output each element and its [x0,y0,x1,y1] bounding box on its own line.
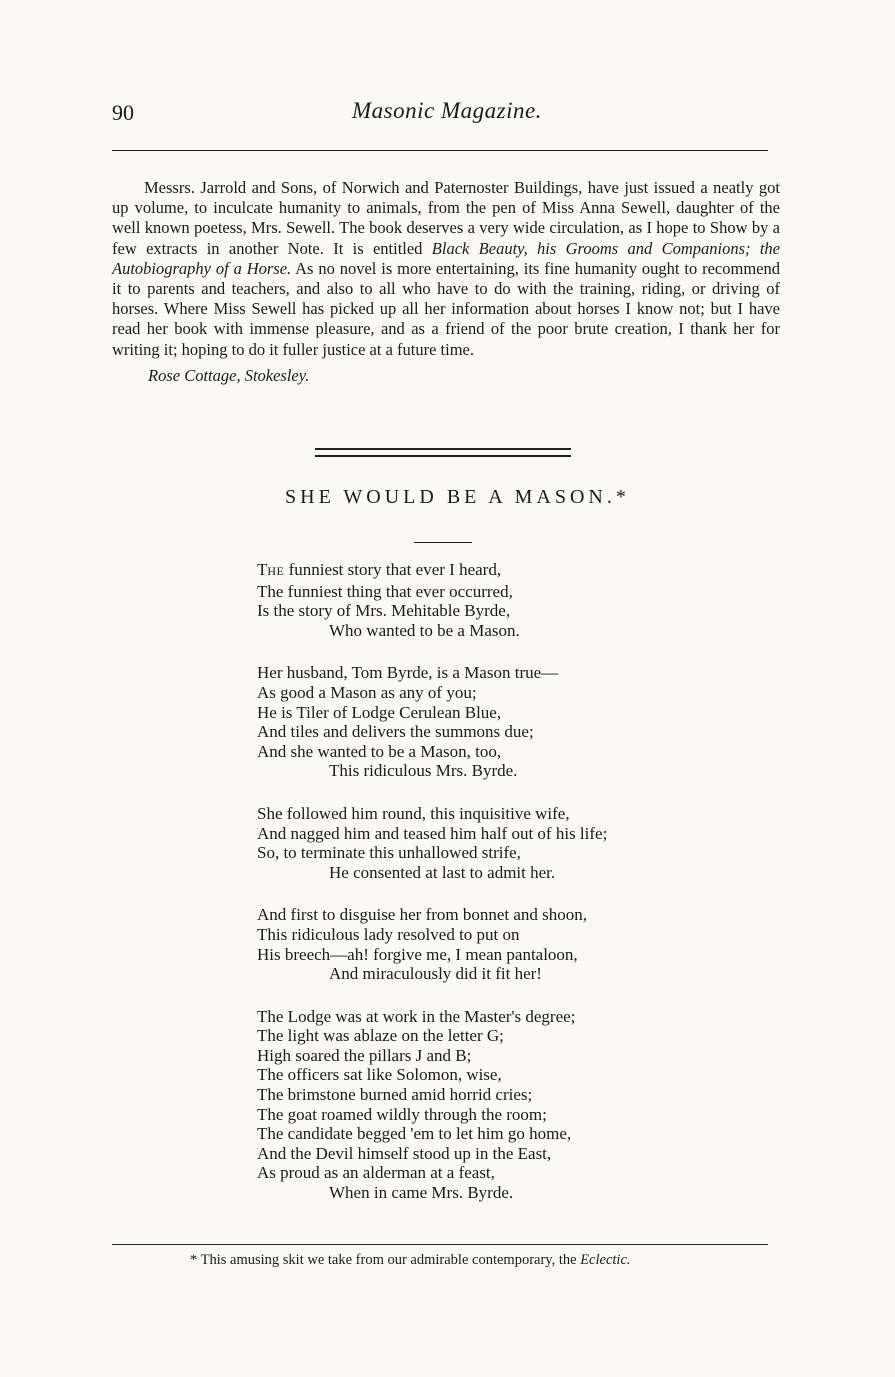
opening-word-initial: T [257,560,268,579]
poem-line: High soared the pillars J and B; [257,1045,472,1065]
header-rule [112,150,768,151]
poem-line: When in came Mrs. Byrde. [329,1183,514,1203]
running-title: Masonic Magazine. [352,98,542,123]
poem-line: And tiles and delivers the summons due; [257,722,534,742]
paragraph-text-2: As no novel is more entertaining, its fine humanity ought to recommend it to parents and teachers, and also to all who have to do with the training, riding, or driving of horses. Where Miss Sewell has picked up all her information about horses I know not; but I have read her book with immense pleasure, and as a friend of the poor brute creation, I thank her for writing it; hoping to do it fuller justice at a future time. [112,258,780,359]
poem-line: Is the story of Mrs. Mehitable Byrde, [257,601,511,621]
poem-line: He is Tiler of Lodge Cerulean Blue, [257,702,502,722]
footnote-rule [112,1244,768,1245]
poem-line [257,560,607,582]
poem-line: As proud as an alderman at a feast, [257,1163,495,1183]
poem-line: So, to terminate this unhallowed strife, [257,843,521,863]
poem-stanza [257,804,607,882]
title-rule [414,542,472,543]
poem [257,560,607,1203]
article-paragraph [112,178,780,360]
poem-line: He consented at last to admit her. [329,862,556,882]
poem-line-text: funniest story that ever I heard, [288,560,502,579]
poem-line: Who wanted to be a Mason. [329,620,520,640]
poem-line: The candidate begged 'em to let him go home, [257,1124,572,1144]
signoff: Rose Cottage, Stokesley. [148,366,310,385]
poem-stanza [257,1007,607,1203]
poem-line: The Lodge was at work in the Master's degree; [257,1006,576,1026]
footnote-source: Eclectic. [580,1252,631,1268]
poem-line: And miraculously did it fit her! [329,964,542,984]
poem-line: The goat roamed wildly through the room; [257,1104,547,1124]
poem-stanza [257,560,607,640]
section-divider-bottom [315,455,571,457]
poem-line: This ridiculous lady resolved to put on [257,924,520,944]
poem-line: The light was ablaze on the letter G; [257,1026,504,1046]
poem-line: The brimstone burned amid horrid cries; [257,1085,533,1105]
poem-line: The funniest thing that ever occurred, [257,581,513,601]
poem-line: Her husband, Tom Byrde, is a Mason true— [257,663,559,683]
poem-line: And nagged him and teased him half out of his life; [257,823,608,843]
poem-line: As good a Mason as any of you; [257,682,477,702]
poem-line: This ridiculous Mrs. Byrde. [329,761,518,781]
page-number: 90 [112,100,134,125]
poem-line: And first to disguise her from bonnet and shoon, [257,905,588,925]
poem-title: SHE WOULD BE A MASON.* [285,486,630,508]
poem-stanza [257,663,607,781]
poem-line: She followed him round, this inquisitive wife, [257,803,570,823]
section-divider-top [315,448,571,450]
footnote-text: * This amusing skit we take from our admirable contemporary, the [190,1252,581,1268]
paragraph-text-1: Messrs. Jarrold and Sons, of Norwich and Paternoster Buildings, have just issued a neatly got up volume, to inculcate humanity to animals, from the pen of Miss Anna Sewell, daughter of the well known poetess, Mrs. Sewell. The book deserves a very wide circulation, as I hope to Show by a few extracts in another Note. It is entitled [112,178,780,258]
opening-word-small-caps: HE [267,564,285,578]
poem-line: The officers sat like Solomon, wise, [257,1065,502,1085]
book-title: Black Beauty, his Grooms and Companions; the Autobiography of a Horse. [112,238,781,278]
poem-line: His breech—ah! forgive me, I mean pantaloon, [257,944,578,964]
poem-line: And the Devil himself stood up in the East, [257,1143,552,1163]
poem-stanza [257,905,607,983]
footnote [190,1252,631,1269]
poem-line: And she wanted to be a Mason, too, [257,741,502,761]
